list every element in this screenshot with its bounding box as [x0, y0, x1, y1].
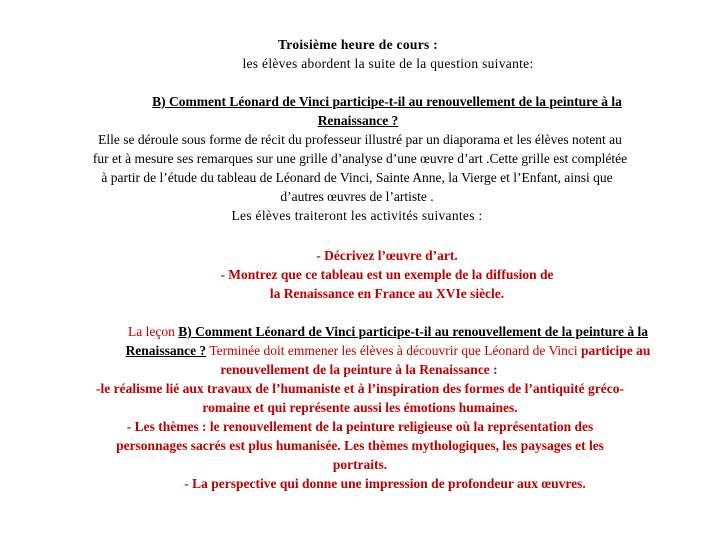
lesson-line-1	[28, 322, 720, 341]
lesson-prefix: La leçon	[128, 324, 179, 339]
paragraph-line: fur et à mesure ses remarques sur une grille d’analyse d’une œuvre d’art .Cette grille est complétée	[92, 151, 628, 166]
point-line: -le réalisme lié aux travaux de l’humaniste et à l’inspiration des formes de l’antiquité gréco-	[96, 381, 624, 396]
paragraph-line: d’autres œuvres de l’artiste .	[280, 189, 434, 204]
question-line-1: B) Comment Léonard de Vinci participe-t-il au renouvellement de la peinture à la	[152, 94, 622, 109]
lesson-question-part-2: Renaissance ?	[125, 343, 207, 358]
lesson-emphasis-a: participe au	[581, 343, 651, 358]
lesson-question-part-1: B) Comment Léonard de Vinci participe-t-il au renouvellement de la peinture à la	[178, 324, 648, 339]
paragraph-line: Elle se déroule sous forme de récit du professeur illustré par un diaporama et les élèves notent au	[98, 132, 622, 147]
point-line: - Les thèmes : le renouvellement de la peinture religieuse où la représentation des	[126, 419, 594, 434]
activity-item: - Décrivez l’œuvre d’art.	[316, 248, 458, 263]
question-line-2: Renaissance ?	[317, 113, 399, 128]
page-title: Troisième heure de cours :	[277, 37, 439, 52]
point-line: personnages sacrés est plus humanisée. Les thèmes mythologiques, les paysages et les	[116, 438, 604, 453]
lesson-emphasis-b: renouvellement de la peinture à la Renaissance :	[220, 362, 498, 377]
point-line: portraits.	[332, 457, 388, 472]
lesson-middle: Terminée doit emmener les élèves à découvrir que Léonard de Vinci	[206, 343, 582, 358]
activity-item: la Renaissance en France au XVIe siècle.	[269, 286, 505, 301]
paragraph-line: Les élèves traiteront les activités suivantes :	[231, 208, 483, 223]
point-line: romaine et qui représente aussi les émotions humaines.	[202, 400, 518, 415]
point-line: - La perspective qui donne une impression de profondeur aux œuvres.	[184, 476, 586, 491]
activity-item: - Montrez que ce tableau est un exemple de la diffusion de	[220, 267, 554, 282]
lesson-line-2	[28, 341, 720, 360]
intro-text: les élèves abordent la suite de la question suivante:	[242, 56, 534, 71]
paragraph-line: à partir de l’étude du tableau de Léonard de Vinci, Sainte Anne, la Vierge et l’Enfant, ainsi que	[101, 170, 613, 185]
